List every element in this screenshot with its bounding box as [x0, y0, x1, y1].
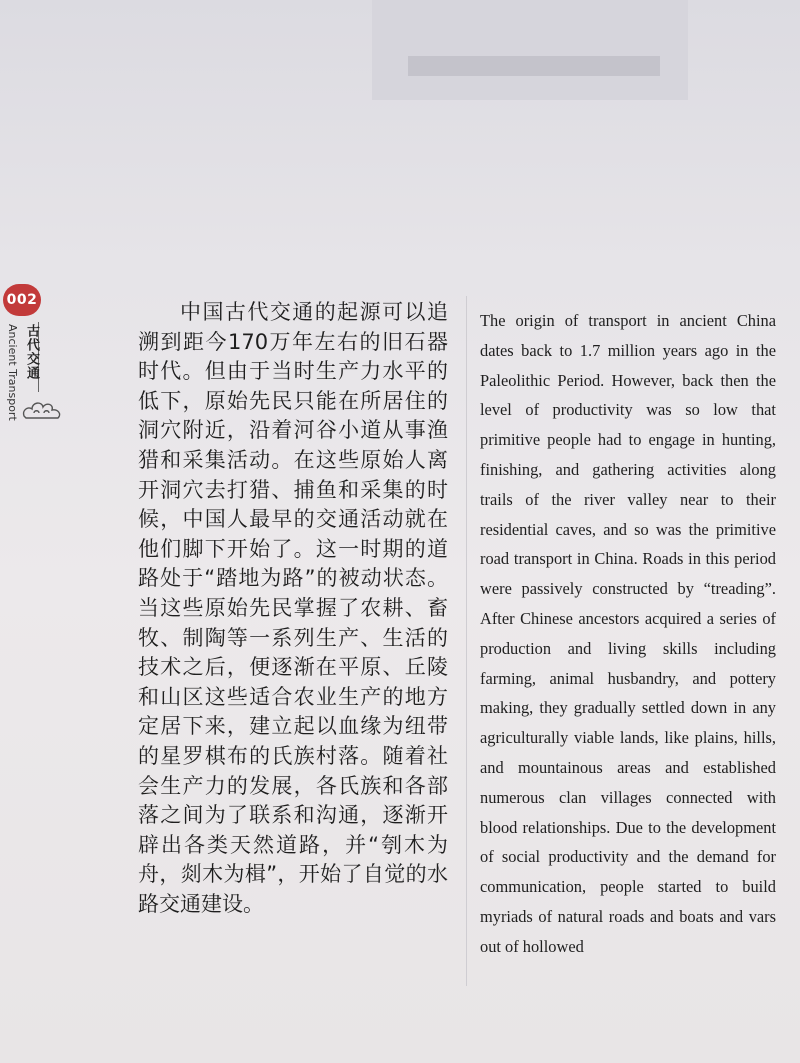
column-divider [466, 296, 467, 986]
header-color-block [372, 0, 688, 100]
header-color-bar [408, 56, 660, 76]
page-number-badge: 002 [3, 284, 41, 316]
auspicious-cloud-icon [20, 394, 64, 424]
section-title-english: Ancient Transport [6, 324, 19, 421]
section-title-chinese: 古代交通 [24, 324, 39, 380]
english-paragraph: The origin of transport in ancient China dates back to 1.7 million years ago in the Paleolithic Period. However, back then the level of productivity was so low that primitive people had to engage in hunting, finishing, and gathering activities along trails of the river valley near to their residential caves, and so was the primitive road transport in China. Roads in this period were passively constructed by “treading”. After Chinese ancestors acquired a series of production and living skills including farming, animal husbandry, and pottery making, they gradually settled down in any agriculturally viable lands, like plains, hills, and mountainous areas and established numerous clan villages connected with blood relationships. Due to the development of social productivity and the demand for communication, people started to build myriads of natural roads and boats and vars out of hollowed [480, 311, 776, 956]
chinese-paragraph: 中国古代交通的起源可以追溯到距今170万年左右的旧石器时代。但由于当时生产力水平的低下，原始先民只能在所居住的洞穴附近，沿着河谷小道从事渔猎和采集活动。在这些原始人离开洞穴去打猎、捕鱼和采集的时候，中国人最早的交通活动就在他们脚下开始了。这一时期的道路处于“踏地为路”的被动状态。当这些原始先民掌握了农耕、畜牧、制陶等一系列生产、生活的技术之后，便逐渐在平原、丘陵和山区这些适合农业生产的地方定居下来，建立起以血缘为纽带的星罗棋布的氏族村落。随着社会生产力的发展，各氏族和各部落之间为了联系和沟通，逐渐开辟出各类天然道路，并“刳木为舟，剡木为楫”，开始了自觉的水路交通建设。 [138, 300, 448, 916]
